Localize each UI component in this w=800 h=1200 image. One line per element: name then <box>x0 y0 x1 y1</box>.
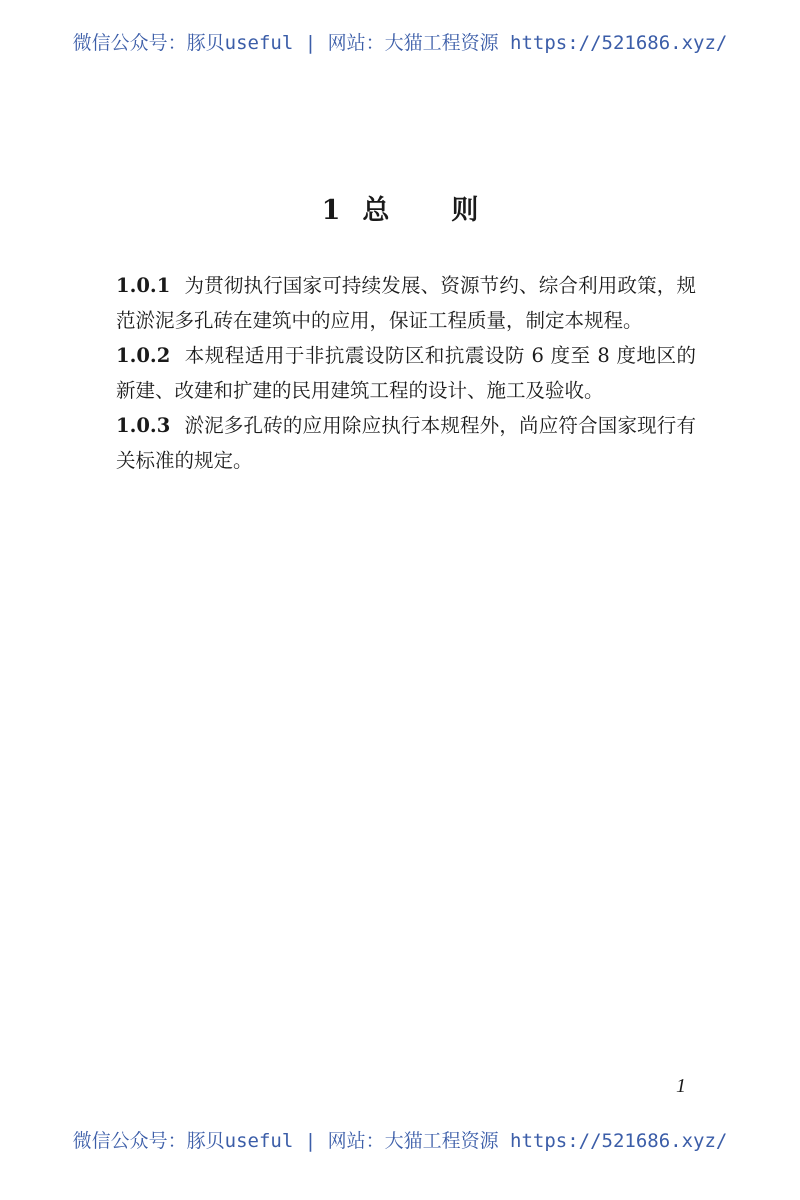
clause-text: 本规程适用于非抗震设防区和抗震设防 6 度至 8 度地区的新建、改建和扩建的民用建筑工程的设计、施工及验收。 <box>116 344 696 402</box>
clause-list <box>116 268 696 478</box>
page-number: 1 <box>676 1075 686 1097</box>
clause-1-0-1 <box>116 268 696 338</box>
clause-text: 为贯彻执行国家可持续发展、资源节约、综合利用政策，规范淤泥多孔砖在建筑中的应用，保证工程质量，制定本规程。 <box>116 274 696 332</box>
clause-number: 1.0.3 <box>116 414 171 437</box>
clause-text: 淤泥多孔砖的应用除应执行本规程外，尚应符合国家现行有关标准的规定。 <box>116 414 696 472</box>
clause-number: 1.0.1 <box>116 274 171 297</box>
chapter-number: 1 <box>321 195 341 226</box>
clause-number: 1.0.2 <box>116 344 171 367</box>
watermark-footer: 微信公众号：豚贝useful | 网站：大猫工程资源 https://521686.xyz/ <box>72 1130 728 1152</box>
clause-1-0-3 <box>116 408 696 478</box>
chapter-heading: 总则 <box>362 195 541 226</box>
clause-1-0-2 <box>116 338 696 408</box>
chapter-title <box>0 188 800 227</box>
watermark-header: 微信公众号：豚贝useful | 网站：大猫工程资源 https://521686.xyz/ <box>72 32 728 54</box>
